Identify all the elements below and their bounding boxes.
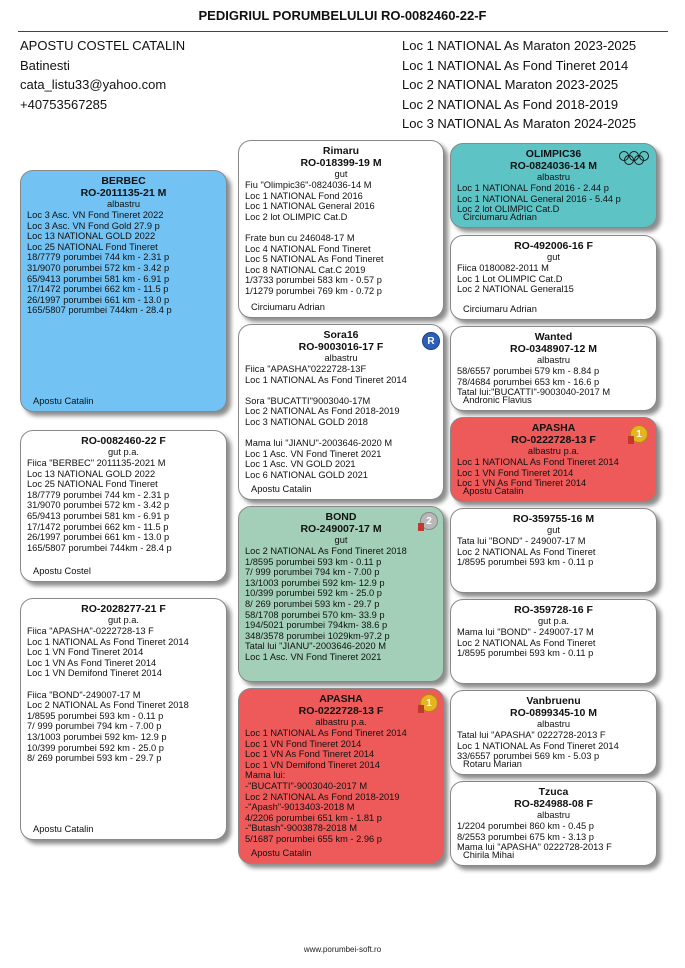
pedigree-card-father — [20, 170, 227, 412]
olympic-rings-icon — [618, 150, 650, 166]
performance-lines — [245, 728, 437, 845]
pigeon-color: gut p.a. — [107, 447, 139, 457]
performance-line: Loc 2 NATIONAL As Fond 2018-2019 — [245, 791, 400, 802]
performance-line: Fiica "APASHA"-0222728-13 F — [27, 626, 154, 636]
performance-line: -"BUCATTI"-9003040-2017 M — [245, 780, 368, 791]
performance-line — [27, 679, 220, 690]
performance-line: Tata lui "BOND" - 249007-17 M — [457, 536, 586, 546]
performance-line: 8/2553 porumbei 675 km - 3.13 p — [457, 831, 594, 842]
ring-number: RO-0222728-13 F — [511, 434, 596, 446]
performance-line: Loc 3 Asc. VN Fond Tineret 2022 — [27, 210, 164, 220]
breeder-name: Apostu Catalin — [251, 848, 312, 859]
pigeon-color: gut — [547, 252, 560, 262]
performance-line: Sora "BUCATTI"9003040-17M — [245, 395, 371, 406]
ribbon-icon — [628, 436, 634, 444]
performance-line: Loc 1 VN Fond Tineret 2014 — [245, 738, 362, 749]
performance-line: Loc 1 VN Fond Tineret 2014 — [27, 647, 144, 658]
pigeon-color: albastru — [536, 172, 571, 182]
pedigree-card-fmf — [450, 326, 657, 411]
performance-line: Loc 1 NATIONAL General 2016 - 5.44 p — [457, 193, 621, 204]
performance-line: 1/3733 porumbei 583 km - 0.57 p — [245, 275, 382, 286]
performance-line: Loc 1 NATIONAL As Fond Tineret 2014 — [245, 374, 407, 385]
ring-number: RO-0222728-13 F — [298, 705, 384, 717]
performance-lines — [457, 536, 650, 568]
performance-line: Loc 3 NATIONAL GOLD 2018 — [245, 416, 368, 427]
breeder-name: Apostu Catalin — [463, 486, 524, 497]
performance-line: Loc 1 VN As Fond Tineret 2014 — [245, 749, 375, 760]
pedigree-card-subject — [20, 430, 227, 582]
performance-line: Loc 1 VN Fond Tineret 2014 — [457, 467, 574, 478]
performance-line: 13/1003 porumbei 592 km- 12.9 p — [245, 577, 385, 588]
pedigree-card-ffm — [450, 235, 657, 320]
owner-phone: +40753567285 — [20, 96, 108, 112]
performance-line: Loc 1 VN As Fond Tineret 2014 — [27, 657, 157, 668]
footer-website: www.porumbei-soft.ro — [303, 945, 382, 954]
performance-line: Loc 1 NATIONAL As Fond Tineret 2014 — [457, 740, 619, 751]
title-line: Loc 2 NATIONAL Maraton 2023-2025 — [402, 77, 619, 92]
performance-line: Loc 2 NATIONAL As Fond 2018-2019 — [245, 406, 400, 417]
performance-line: 58/1708 porumbei 570 km- 33.9 p — [245, 609, 385, 620]
performance-line: Tatal lui "JIANU"-2003646-2020 M — [245, 641, 386, 652]
performance-line: Loc 25 NATIONAL Fond Tineret — [27, 241, 158, 252]
ring-number: RO-2011135-21 M — [80, 187, 167, 199]
performance-line: Loc 1 NATIONAL As Fond Tineret 2014 — [27, 636, 189, 647]
pigeon-name: Rimaru — [322, 145, 360, 157]
performance-line: 1/1279 porumbei 769 km - 0.72 p — [245, 285, 382, 296]
performance-line: Loc 2 NATIONAL As Fond Tineret — [457, 637, 596, 648]
performance-line: 1/2204 porumbei 860 km - 0.45 p — [457, 821, 594, 831]
breeder-name: Apostu Catalin — [251, 484, 312, 495]
performance-line: 1/8595 porumbei 593 km - 0.11 p — [457, 557, 594, 568]
pigeon-color: albastru — [536, 355, 571, 365]
performance-line: Loc 1 Lot OLIMPIC Cat.D — [457, 273, 563, 284]
breeder-name: Apostu Catalin — [33, 824, 94, 835]
pigeon-name: APASHA — [319, 693, 363, 705]
ring-number: RO-0824036-14 M — [510, 160, 597, 172]
gold-medal-icon: 1 — [630, 425, 648, 443]
performance-line: 10/399 porumbei 592 km - 25.0 p — [245, 588, 382, 599]
performance-line: 8/ 269 porumbei 593 km - 29.7 p — [27, 753, 162, 764]
ring-number: RO-0082460-22 F — [81, 435, 166, 447]
performance-line: Loc 5 NATIONAL As Fond Tineret — [245, 254, 384, 265]
performance-line: Loc 2 NATIONAL As Fond Tineret 2018 — [27, 700, 189, 711]
ring-number: RO-9003016-17 F — [298, 341, 384, 353]
performance-lines — [27, 626, 220, 764]
performance-line: Mama lui "BOND" - 249007-17 M — [457, 627, 594, 637]
performance-lines — [457, 627, 650, 659]
performance-line: Loc 25 NATIONAL Fond Tineret — [27, 479, 158, 490]
pigeon-color: gut — [334, 535, 348, 545]
performance-line: -"Apash"-9013403-2018 M — [245, 802, 355, 813]
pigeon-name: APASHA — [531, 422, 576, 434]
breeder-name: Apostu Catalin — [33, 396, 94, 407]
performance-line: Loc 1 NATIONAL As Fond Tineret 2014 — [457, 457, 619, 467]
performance-line: Loc 1 VN Demifond Tineret 2014 — [245, 759, 380, 770]
pigeon-name: Wanted — [534, 331, 573, 343]
pigeon-color: gut — [547, 525, 560, 535]
performance-line: Loc 6 NATIONAL GOLD 2021 — [245, 469, 368, 480]
ring-number: RO-249007-17 M — [300, 523, 382, 535]
performance-line: Loc 13 NATIONAL GOLD 2022 — [27, 231, 156, 242]
performance-line: 33/6557 porumbei 569 km - 5.03 p — [457, 751, 600, 762]
owner-locality: Batinesti — [20, 57, 70, 73]
performance-lines — [245, 364, 437, 481]
pigeon-name: BOND — [325, 511, 357, 523]
performance-line: -"Butash"-9003878-2018 M — [245, 823, 358, 834]
performance-line: 348/3578 porumbei 1029km-97.2 p — [245, 630, 390, 641]
performance-line: Loc 8 NATIONAL Cat.C 2019 — [245, 264, 366, 275]
performance-line: 18/7779 porumbei 744 km - 2.31 p — [27, 252, 170, 263]
pigeon-name: Sora16 — [323, 329, 359, 341]
owner-name: APOSTU COSTEL CATALIN — [20, 38, 186, 53]
pigeon-color: albastru p.a. — [527, 446, 580, 456]
performance-line: 31/9070 porumbei 572 km - 3.42 p — [27, 262, 170, 273]
page-title: PEDIGRIUL PORUMBELULUI RO-0082460-22-F — [198, 8, 487, 23]
performance-lines — [245, 180, 437, 297]
ring-number: RO-2028277-21 F — [81, 603, 166, 615]
pedigree-card-fm — [238, 324, 444, 500]
performance-line: Loc 1 NATIONAL General 2016 — [245, 201, 375, 212]
pedigree-card-mm — [238, 688, 444, 864]
performance-line: 7/ 999 porumbei 794 km - 7.00 p — [245, 567, 380, 578]
owner-titles — [402, 36, 636, 134]
performance-line: 165/5807 porumbei 744km - 28.4 p — [27, 305, 172, 316]
performance-line: 58/6557 porumbei 579 km - 8.84 p — [457, 366, 600, 376]
breeder-name: Andronic Flavius — [463, 395, 532, 406]
performance-line: 165/5807 porumbei 744km - 28.4 p — [27, 542, 172, 553]
title-line: Loc 2 NATIONAL As Fond 2018-2019 — [402, 96, 619, 112]
performance-line: Loc 1 NATIONAL Fond 2016 - 2.44 p — [457, 183, 609, 193]
performance-line: Tatal lui "APASHA" 0222728-2013 F — [457, 730, 606, 740]
pigeon-color: gut p.a. — [107, 615, 139, 625]
title-line: Loc 1 NATIONAL As Maraton 2023-2025 — [402, 38, 637, 53]
performance-line: Loc 1 Asc. VN Fond Tineret 2021 — [245, 651, 382, 662]
performance-line: 1/8595 porumbei 593 km - 0.11 p — [27, 710, 164, 721]
ribbon-icon — [418, 705, 424, 713]
pigeon-color: albastru — [324, 353, 358, 363]
pedigree-card-mmm — [450, 781, 657, 866]
performance-line: 5/1687 porumbei 655 km - 2.96 p — [245, 833, 382, 844]
performance-line: 17/1472 porumbei 662 km - 11.5 p — [27, 521, 169, 532]
pigeon-name: Vanbruenu — [526, 695, 581, 707]
performance-line: 8/ 269 porumbei 593 km - 29.7 p — [245, 598, 380, 609]
performance-line: Loc 1 VN As Fond Tineret 2014 — [457, 478, 587, 489]
performance-line: Loc 1 Asc. VN GOLD 2021 — [245, 459, 356, 470]
performance-line: 194/5021 porumbei 794km- 38.6 p — [245, 620, 388, 631]
title-divider — [18, 31, 668, 32]
performance-line: Fiica "BOND"-249007-17 M — [27, 689, 141, 700]
performance-line: Loc 2 lot OLIMPIC Cat.D — [457, 204, 560, 215]
pigeon-name: OLIMPIC36 — [525, 148, 582, 160]
ring-number: RO-0899345-10 M — [510, 707, 597, 719]
pigeon-color: albastru — [536, 810, 571, 820]
performance-line: Mama lui: — [245, 770, 286, 781]
pigeon-color: gut p.a. — [537, 616, 569, 626]
performance-lines — [457, 263, 650, 295]
performance-lines — [457, 366, 650, 398]
ring-number: RO-018399-19 M — [300, 157, 382, 169]
performance-line: Tatal lui:"BUCATTI"-9003040-2017 M — [457, 387, 611, 398]
performance-line: Loc 2 NATIONAL General15 — [457, 284, 574, 295]
performance-line: Frate bun cu 246048-17 M — [245, 232, 355, 243]
performance-line: Loc 1 Asc. VN Fond Tineret 2021 — [245, 448, 382, 459]
breeder-name: Circiumaru Adrian — [463, 304, 537, 315]
performance-line: Mama lui "APASHA" 0222728-2013 F — [457, 842, 612, 853]
performance-lines — [27, 458, 220, 553]
performance-lines — [457, 730, 650, 762]
performance-line: 65/9413 porumbei 581 km - 6.91 p — [27, 510, 170, 521]
pedigree-card-fmm — [450, 417, 657, 502]
pedigree-card-mmf — [450, 690, 657, 775]
performance-line: Loc 1 NATIONAL As Fond Tineret 2014 — [245, 728, 407, 738]
title-line: Loc 3 NATIONAL As Maraton 2024-2025 — [402, 116, 637, 131]
performance-line — [245, 222, 437, 233]
performance-line: Loc 4 NATIONAL Fond Tineret — [245, 243, 371, 254]
performance-line: 10/399 porumbei 592 km - 25.0 p — [27, 742, 164, 753]
pigeon-color: albastru — [536, 719, 571, 729]
performance-line: 1/8595 porumbei 593 km - 0.11 p — [457, 648, 594, 659]
owner-email: cata_listu33@yahoo.com — [20, 77, 167, 92]
performance-lines — [457, 457, 650, 489]
performance-line: Fiu "Olimpic36"-0824036-14 M — [245, 180, 372, 190]
pedigree-card-mf — [238, 506, 444, 682]
performance-lines — [457, 183, 650, 215]
breeder-name: Rotaru Marian — [463, 759, 522, 770]
performance-line: Loc 1 VN Demifond Tineret 2014 — [27, 668, 162, 679]
performance-lines — [245, 546, 437, 663]
breeder-name: Chirila Mihai — [463, 850, 515, 861]
performance-lines — [27, 210, 220, 316]
performance-line: 78/4684 porumbei 653 km - 16.6 p — [457, 376, 600, 387]
performance-line: 7/ 999 porumbei 794 km - 7.00 p — [27, 721, 162, 732]
performance-line: Mama lui "JIANU"-2003646-2020 M — [245, 438, 393, 449]
pigeon-name: Tzuca — [538, 786, 569, 798]
registered-icon: R — [422, 332, 440, 350]
performance-line: Loc 13 NATIONAL GOLD 2022 — [27, 468, 156, 479]
performance-line: 18/7779 porumbei 744 km - 2.31 p — [27, 489, 170, 500]
performance-line: 26/1997 porumbei 661 km - 13.0 p — [27, 532, 170, 543]
performance-line: 31/9070 porumbei 572 km - 3.42 p — [27, 500, 170, 511]
silver-medal-icon: 2 — [420, 512, 438, 530]
ring-number: RO-824988-08 F — [514, 798, 593, 810]
breeder-name: Circiumaru Adrian — [251, 302, 325, 313]
ring-number: RO-359755-16 M — [512, 513, 595, 525]
pedigree-card-mff — [450, 508, 657, 593]
pigeon-color: gut — [334, 169, 348, 179]
performance-line: Loc 1 NATIONAL Fond 2016 — [245, 190, 363, 201]
performance-line: Fiica 0180082-2011 M — [457, 263, 549, 273]
title-line: Loc 1 NATIONAL As Fond Tineret 2014 — [402, 57, 629, 73]
owner-info — [20, 36, 185, 114]
performance-line: 17/1472 porumbei 662 km - 11.5 p — [27, 284, 169, 295]
performance-line: 26/1997 porumbei 661 km - 13.0 p — [27, 294, 170, 305]
pigeon-color: albastru — [106, 199, 141, 209]
ring-number: RO-359728-16 F — [514, 604, 593, 616]
ring-number: RO-0348907-12 M — [510, 343, 597, 355]
pedigree-card-mfm — [450, 599, 657, 684]
performance-line: Loc 2 NATIONAL As Fond Tineret — [457, 546, 596, 557]
performance-line — [245, 428, 437, 439]
performance-line — [245, 385, 437, 396]
performance-line: Fiica "BERBEC" 2011135-2021 M — [27, 458, 166, 468]
breeder-name: Apostu Costel — [33, 566, 91, 577]
performance-line: 4/2206 porumbei 651 km - 1.81 p — [245, 812, 382, 823]
breeder-name: Circiumaru Adrian — [463, 212, 537, 223]
pigeon-name: BERBEC — [101, 175, 146, 187]
performance-line: 13/1003 porumbei 592 km- 12.9 p — [27, 731, 167, 742]
gold-medal-icon: 1 — [420, 694, 438, 712]
performance-line: Loc 2 lot OLIMPIC Cat.D — [245, 211, 348, 222]
pedigree-card-mother — [20, 598, 227, 840]
pedigree-card-ff — [238, 140, 444, 318]
ring-number: RO-492006-16 F — [514, 240, 593, 252]
performance-line: Fiica "APASHA"0222728-13F — [245, 364, 367, 374]
performance-line: Loc 2 NATIONAL As Fond Tineret 2018 — [245, 546, 407, 556]
performance-line: 1/8595 porumbei 593 km - 0.11 p — [245, 556, 382, 567]
ribbon-icon — [418, 523, 424, 531]
pigeon-color: albastru p.a. — [315, 717, 367, 727]
performance-line: Loc 3 Asc. VN Fond Gold 27.9 p — [27, 220, 160, 231]
performance-lines — [457, 821, 650, 853]
performance-line: 65/9413 porumbei 581 km - 6.91 p — [27, 273, 170, 284]
